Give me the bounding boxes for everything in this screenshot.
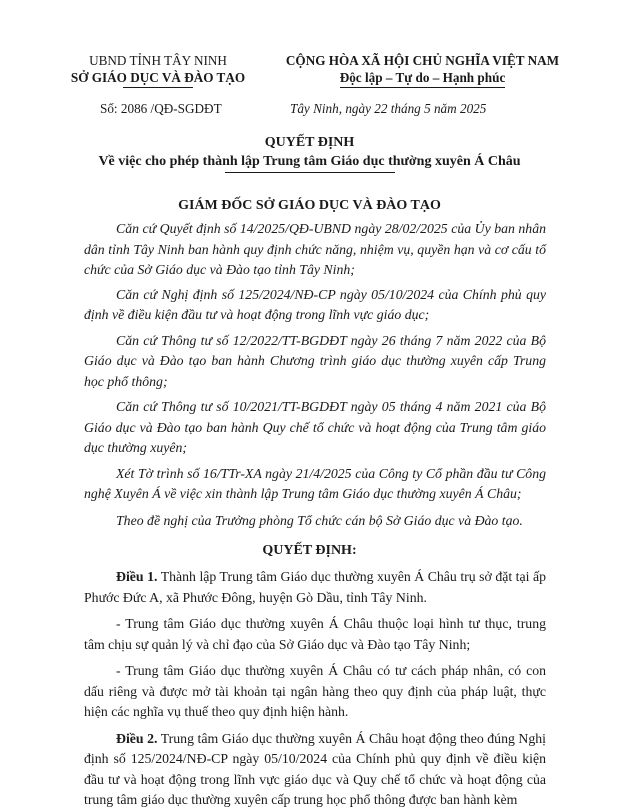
nation-name: CỘNG HÒA XÃ HỘI CHỦ NGHĨA VIỆT NAM [285, 53, 560, 68]
article-2 [84, 729, 546, 811]
national-motto: Độc lập – Tự do – Hạnh phúc [340, 69, 506, 88]
preamble-clause: Xét Tờ trình số 16/TTr-XA ngày 21/4/2025 của Công ty Cổ phần đầu tư Công nghệ Xuyên Á về việc xin thành lập Trung tâm Giáo dục thường xuyên Á Châu; [84, 465, 546, 501]
issuing-agency [58, 52, 258, 88]
national-header [250, 52, 595, 88]
agency-parent: UBND TỈNH TÂY NINH [89, 53, 227, 68]
article-1-bullet: - Trung tâm Giáo dục thường xuyên Á Châu thuộc loại hình tư thục, trung tâm chịu sự quản lý và chỉ đạo của Sở Giáo dục và Đào tạo Tây Ninh; [84, 616, 546, 652]
article-1 [84, 567, 546, 608]
authority-title: GIÁM ĐỐC SỞ GIÁO DỤC VÀ ĐÀO TẠO [178, 198, 441, 213]
article-1-text: Thành lập Trung tâm Giáo dục thường xuyên Á Châu trụ sở đặt tại ấp Phước Đức A, xã Phước Đông, huyện Gò Dầu, tỉnh Tây Ninh. [84, 569, 546, 605]
document-type: QUYẾT ĐỊNH [264, 135, 355, 150]
agency-underline [123, 87, 193, 88]
article-2-text: Trung tâm Giáo dục thường xuyên Á Châu hoạt động theo đúng Nghị định số 125/2024/NĐ-CP ngày 05/10/2024 của Chính phủ quy định về điều kiện đầu tư và hoạt động trong lĩnh vực giáo dục và Quy chế tổ chức và hoạt động của trung tâm giáo dục thường xuyên cấp trung học phổ thông được ban hành kèm [84, 730, 546, 807]
decision-body [84, 567, 546, 811]
preamble [84, 219, 546, 531]
article-1-label: Điều 1. [116, 569, 158, 584]
article-2-label: Điều 2. [116, 730, 158, 746]
agency-name: SỞ GIÁO DỤC VÀ ĐÀO TẠO [70, 70, 246, 85]
article-1-bullet: - Trung tâm Giáo dục thường xuyên Á Châu có tư cách pháp nhân, có con dấu riêng và được mở tài khoản tại ngân hàng theo quy định của pháp luật, thực hiện các nghĩa vụ thuế theo quy định hiện hành. [84, 663, 546, 719]
preamble-clause: Căn cứ Nghị định số 125/2024/NĐ-CP ngày 05/10/2024 của Chính phủ quy định về điều kiện đầu tư và hoạt động trong lĩnh vực giáo dục; [84, 286, 546, 322]
subject-underline [225, 172, 395, 173]
decision-heading: QUYẾT ĐỊNH: [262, 543, 357, 558]
preamble-clause: Căn cứ Thông tư số 12/2022/TT-BGDĐT ngày 26 tháng 7 năm 2022 của Bộ Giáo dục và Đào tạo ban hành Chương trình giáo dục thường xuyên cấp Trung học phổ thông; [84, 332, 546, 389]
document-number: Số: 2086 /QĐ-SGDĐT [100, 101, 222, 116]
preamble-clause: Căn cứ Thông tư số 10/2021/TT-BGDĐT ngày 05 tháng 4 năm 2021 của Bộ Giáo dục và Đào tạo ban hành Quy chế tổ chức và hoạt động của Trung tâm giáo dục thường xuyên; [84, 399, 546, 455]
document-subject [0, 154, 619, 173]
date-line: Tây Ninh, ngày 22 tháng 5 năm 2025 [290, 101, 487, 116]
subject-text: Về việc cho phép thành lập Trung tâm Giáo dục thường xuyên Á Châu [98, 154, 521, 169]
preamble-clause: Căn cứ Quyết định số 14/2025/QĐ-UBND ngày 28/02/2025 của Ủy ban nhân dân tỉnh Tây Ninh ban hành quy định chức năng, nhiệm vụ, quyền hạn và cơ cấu tổ chức của Sở Giáo dục và Đào tạo tỉnh Tây Ninh; [84, 221, 546, 277]
preamble-clause: Theo đề nghị của Trưởng phòng Tổ chức cán bộ Sở Giáo dục và Đào tạo. [116, 512, 523, 528]
